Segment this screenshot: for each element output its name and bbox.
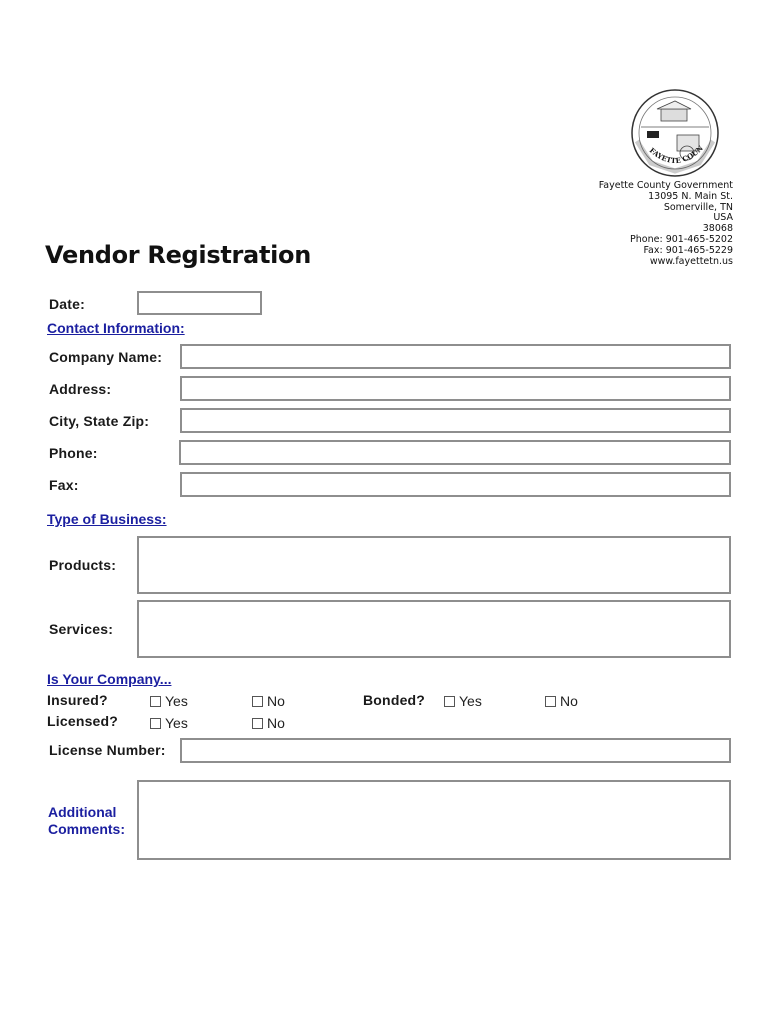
address-line-website: www.fayettetn.us (649, 255, 733, 267)
insured-yes-label: Yes (165, 693, 188, 709)
county-seal (629, 87, 721, 179)
additional-comments-label (48, 804, 125, 838)
license-number-input[interactable] (180, 738, 731, 763)
products-textarea[interactable] (137, 536, 731, 594)
city-state-zip-label: City, State Zip: (49, 413, 150, 429)
checkbox-icon[interactable] (444, 696, 455, 707)
address-input[interactable] (180, 376, 731, 401)
insured-yes-checkbox[interactable] (150, 693, 188, 709)
address-line-fax: Fax: 901-465-5229 (643, 244, 733, 256)
address-line-org: Fayette County Government (598, 180, 733, 191)
city-state-zip-input[interactable] (180, 408, 731, 433)
licensed-no-label: No (267, 715, 285, 731)
licensed-yes-label: Yes (165, 715, 188, 731)
date-input[interactable] (137, 291, 262, 315)
type-of-business-heading: Type of Business: (47, 511, 167, 527)
products-label: Products: (49, 557, 117, 573)
additional-comments-textarea[interactable] (137, 780, 731, 860)
licensed-label: Licensed? (47, 713, 119, 729)
licensed-no-checkbox[interactable] (252, 715, 285, 731)
phone-label: Phone: (49, 445, 98, 461)
address-line-street: 13095 N. Main St. (648, 190, 733, 202)
seal-icon (629, 87, 721, 179)
licensed-yes-checkbox[interactable] (150, 715, 188, 731)
insured-label: Insured? (47, 692, 108, 708)
bonded-yes-label: Yes (459, 693, 482, 709)
contact-information-heading: Contact Information: (47, 320, 185, 336)
phone-input[interactable] (179, 440, 731, 465)
license-number-label: License Number: (49, 742, 166, 758)
date-label: Date: (49, 296, 86, 312)
checkbox-icon[interactable] (150, 696, 161, 707)
services-label: Services: (49, 621, 114, 637)
checkbox-icon[interactable] (150, 718, 161, 729)
page-title: Vendor Registration (45, 241, 312, 269)
fax-input[interactable] (180, 472, 731, 497)
fax-label: Fax: (49, 477, 79, 493)
address-line-zip: 38068 (702, 223, 733, 235)
company-name-input[interactable] (180, 344, 731, 369)
address-block (599, 181, 733, 267)
additional-comments-label-line1: Additional (48, 804, 117, 820)
bonded-label: Bonded? (363, 692, 426, 708)
insured-no-label: No (267, 693, 285, 709)
address-label: Address: (49, 381, 112, 397)
address-line-phone: Phone: 901-465-5202 (630, 233, 733, 245)
checkbox-icon[interactable] (545, 696, 556, 707)
insured-no-checkbox[interactable] (252, 693, 285, 709)
company-name-label: Company Name: (49, 349, 163, 365)
checkbox-icon[interactable] (252, 718, 263, 729)
bonded-no-checkbox[interactable] (545, 693, 578, 709)
address-line-country: USA (713, 212, 733, 224)
address-line-city: Somerville, TN (663, 201, 733, 213)
is-your-company-heading: Is Your Company... (47, 671, 172, 687)
services-textarea[interactable] (137, 600, 731, 658)
checkbox-icon[interactable] (252, 696, 263, 707)
bonded-yes-checkbox[interactable] (444, 693, 482, 709)
additional-comments-label-line2: Comments: (48, 821, 126, 837)
svg-text:FAYETTE COUNTY, TENN: FAYETTE COUN (647, 143, 705, 166)
bonded-no-label: No (560, 693, 578, 709)
